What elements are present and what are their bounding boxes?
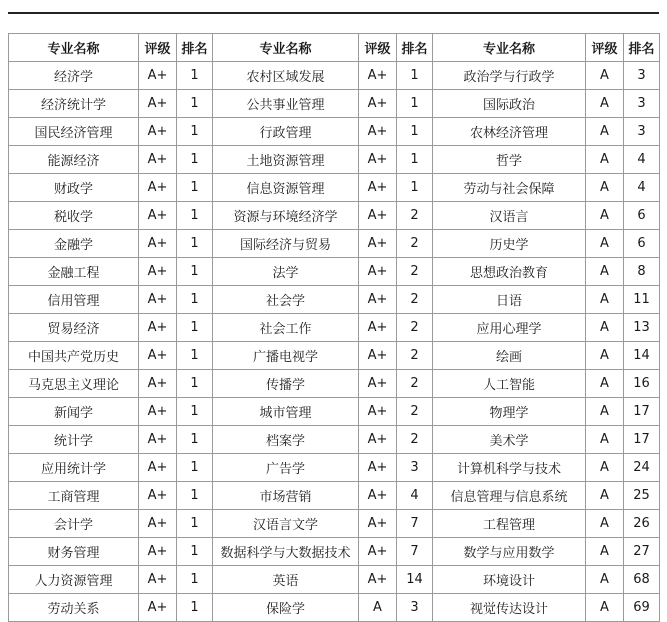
major-name-cell: 新闻学 (9, 398, 139, 426)
table-row (9, 258, 660, 286)
major-name-cell: 金融工程 (9, 258, 139, 286)
grade-cell: A (586, 258, 624, 286)
table-row (9, 370, 660, 398)
rank-cell: 16 (624, 370, 660, 398)
rank-cell: 26 (624, 510, 660, 538)
major-name-cell: 档案学 (213, 426, 359, 454)
grade-cell: A (586, 510, 624, 538)
rank-cell: 1 (177, 286, 213, 314)
major-name-cell: 统计学 (9, 426, 139, 454)
rank-cell: 4 (624, 174, 660, 202)
grade-cell: A (359, 594, 397, 622)
major-name-cell: 财政学 (9, 174, 139, 202)
major-name-cell: 物理学 (433, 398, 586, 426)
grade-cell: A+ (139, 146, 177, 174)
rank-cell: 1 (397, 146, 433, 174)
grade-cell: A+ (139, 90, 177, 118)
major-name-cell: 保险学 (213, 594, 359, 622)
grade-cell: A+ (359, 202, 397, 230)
rank-cell: 1 (177, 538, 213, 566)
major-name-cell: 税收学 (9, 202, 139, 230)
major-name-cell: 环境设计 (433, 566, 586, 594)
grade-cell: A (586, 286, 624, 314)
major-name-cell: 公共事业管理 (213, 90, 359, 118)
rank-cell: 3 (624, 90, 660, 118)
rank-cell: 1 (177, 202, 213, 230)
grade-cell: A+ (359, 426, 397, 454)
major-name-cell: 金融学 (9, 230, 139, 258)
major-name-cell: 会计学 (9, 510, 139, 538)
table-row (9, 398, 660, 426)
major-name-cell: 数学与应用数学 (433, 538, 586, 566)
table-row (9, 342, 660, 370)
rank-cell: 13 (624, 314, 660, 342)
major-name-cell: 计算机科学与技术 (433, 454, 586, 482)
major-name-cell: 经济统计学 (9, 90, 139, 118)
grade-cell: A+ (139, 314, 177, 342)
col-header-rank: 排名 (624, 34, 660, 62)
major-name-cell: 美术学 (433, 426, 586, 454)
grade-cell: A+ (139, 454, 177, 482)
col-header-grade: 评级 (139, 34, 177, 62)
major-name-cell: 市场营销 (213, 482, 359, 510)
rank-cell: 1 (177, 426, 213, 454)
major-name-cell: 广播电视学 (213, 342, 359, 370)
major-name-cell: 贸易经济 (9, 314, 139, 342)
rank-cell: 68 (624, 566, 660, 594)
grade-cell: A (586, 566, 624, 594)
grade-cell: A+ (359, 342, 397, 370)
rank-cell: 2 (397, 230, 433, 258)
grade-cell: A+ (359, 370, 397, 398)
major-name-cell: 国际政治 (433, 90, 586, 118)
col-header-name: 专业名称 (9, 34, 139, 62)
grade-cell: A+ (139, 370, 177, 398)
rank-cell: 1 (397, 90, 433, 118)
major-name-cell: 思想政治教育 (433, 258, 586, 286)
major-name-cell: 数据科学与大数据技术 (213, 538, 359, 566)
major-name-cell: 传播学 (213, 370, 359, 398)
major-name-cell: 人工智能 (433, 370, 586, 398)
rank-cell: 1 (177, 258, 213, 286)
col-header-rank: 排名 (177, 34, 213, 62)
table-row (9, 510, 660, 538)
table-row (9, 482, 660, 510)
major-name-cell: 劳动与社会保障 (433, 174, 586, 202)
grade-cell: A+ (359, 538, 397, 566)
major-name-cell: 英语 (213, 566, 359, 594)
rank-cell: 1 (177, 230, 213, 258)
rank-cell: 1 (177, 174, 213, 202)
grade-cell: A+ (359, 314, 397, 342)
grade-cell: A (586, 314, 624, 342)
grade-cell: A (586, 202, 624, 230)
major-name-cell: 农林经济管理 (433, 118, 586, 146)
rank-cell: 3 (397, 594, 433, 622)
col-header-rank: 排名 (397, 34, 433, 62)
grade-cell: A+ (359, 90, 397, 118)
major-name-cell: 信息资源管理 (213, 174, 359, 202)
grade-cell: A+ (139, 62, 177, 90)
rank-cell: 1 (177, 594, 213, 622)
grade-cell: A+ (139, 566, 177, 594)
rank-cell: 1 (177, 566, 213, 594)
rank-cell: 2 (397, 398, 433, 426)
rank-cell: 11 (624, 286, 660, 314)
rank-cell: 1 (177, 482, 213, 510)
table-row (9, 594, 660, 622)
grade-cell: A (586, 118, 624, 146)
grade-cell: A+ (359, 482, 397, 510)
grade-cell: A+ (359, 230, 397, 258)
grade-cell: A (586, 62, 624, 90)
major-name-cell: 经济学 (9, 62, 139, 90)
grade-cell: A (586, 454, 624, 482)
major-name-cell: 工程管理 (433, 510, 586, 538)
table-row (9, 286, 660, 314)
rank-cell: 8 (624, 258, 660, 286)
grade-cell: A+ (359, 146, 397, 174)
rank-cell: 2 (397, 202, 433, 230)
rank-cell: 6 (624, 202, 660, 230)
grade-cell: A+ (139, 342, 177, 370)
rank-cell: 14 (624, 342, 660, 370)
grade-cell: A (586, 482, 624, 510)
header-row (9, 34, 660, 62)
rank-cell: 1 (177, 398, 213, 426)
major-name-cell: 哲学 (433, 146, 586, 174)
table-row (9, 566, 660, 594)
rank-cell: 2 (397, 426, 433, 454)
grade-cell: A+ (359, 286, 397, 314)
table-row (9, 118, 660, 146)
table-row (9, 454, 660, 482)
rank-cell: 3 (624, 62, 660, 90)
grade-cell: A+ (359, 258, 397, 286)
grade-cell: A+ (139, 230, 177, 258)
table-row (9, 538, 660, 566)
major-name-cell: 能源经济 (9, 146, 139, 174)
grade-cell: A (586, 370, 624, 398)
major-name-cell: 中国共产党历史 (9, 342, 139, 370)
rank-cell: 27 (624, 538, 660, 566)
table-row (9, 62, 660, 90)
grade-cell: A+ (139, 482, 177, 510)
grade-cell: A+ (139, 398, 177, 426)
major-name-cell: 绘画 (433, 342, 586, 370)
table-row (9, 202, 660, 230)
major-name-cell: 汉语言文学 (213, 510, 359, 538)
major-name-cell: 劳动关系 (9, 594, 139, 622)
grade-cell: A+ (359, 118, 397, 146)
col-header-grade: 评级 (586, 34, 624, 62)
major-ranking-table (8, 33, 660, 622)
major-name-cell: 财务管理 (9, 538, 139, 566)
grade-cell: A+ (139, 286, 177, 314)
major-name-cell: 国民经济管理 (9, 118, 139, 146)
grade-cell: A+ (139, 538, 177, 566)
rank-cell: 2 (397, 258, 433, 286)
col-header-name: 专业名称 (213, 34, 359, 62)
grade-cell: A+ (139, 118, 177, 146)
table-body (9, 62, 660, 622)
rank-cell: 2 (397, 342, 433, 370)
table-row (9, 230, 660, 258)
major-name-cell: 法学 (213, 258, 359, 286)
rank-cell: 1 (397, 62, 433, 90)
major-name-cell: 城市管理 (213, 398, 359, 426)
rank-cell: 7 (397, 538, 433, 566)
grade-cell: A+ (359, 62, 397, 90)
grade-cell: A+ (139, 594, 177, 622)
table-row (9, 146, 660, 174)
major-name-cell: 行政管理 (213, 118, 359, 146)
grade-cell: A+ (359, 174, 397, 202)
rank-cell: 4 (624, 146, 660, 174)
rank-cell: 2 (397, 286, 433, 314)
rank-cell: 4 (397, 482, 433, 510)
rank-cell: 25 (624, 482, 660, 510)
rank-cell: 3 (397, 454, 433, 482)
grade-cell: A (586, 174, 624, 202)
rank-cell: 1 (177, 314, 213, 342)
grade-cell: A (586, 230, 624, 258)
table-row (9, 314, 660, 342)
rank-cell: 14 (397, 566, 433, 594)
major-name-cell: 政治学与行政学 (433, 62, 586, 90)
major-name-cell: 工商管理 (9, 482, 139, 510)
rank-cell: 17 (624, 426, 660, 454)
rank-cell: 1 (397, 174, 433, 202)
major-name-cell: 信息管理与信息系统 (433, 482, 586, 510)
major-name-cell: 国际经济与贸易 (213, 230, 359, 258)
rank-cell: 1 (177, 90, 213, 118)
rank-cell: 1 (177, 510, 213, 538)
top-rule (8, 12, 659, 14)
grade-cell: A (586, 398, 624, 426)
rank-cell: 1 (397, 118, 433, 146)
major-name-cell: 农村区域发展 (213, 62, 359, 90)
grade-cell: A+ (139, 426, 177, 454)
major-name-cell: 历史学 (433, 230, 586, 258)
rank-cell: 6 (624, 230, 660, 258)
grade-cell: A (586, 594, 624, 622)
table-row (9, 174, 660, 202)
grade-cell: A (586, 538, 624, 566)
grade-cell: A+ (139, 174, 177, 202)
major-name-cell: 土地资源管理 (213, 146, 359, 174)
col-header-grade: 评级 (359, 34, 397, 62)
major-name-cell: 日语 (433, 286, 586, 314)
rank-cell: 3 (624, 118, 660, 146)
rank-cell: 1 (177, 146, 213, 174)
major-name-cell: 广告学 (213, 454, 359, 482)
grade-cell: A+ (359, 566, 397, 594)
major-name-cell: 汉语言 (433, 202, 586, 230)
grade-cell: A (586, 90, 624, 118)
rank-cell: 7 (397, 510, 433, 538)
rank-cell: 24 (624, 454, 660, 482)
major-name-cell: 应用统计学 (9, 454, 139, 482)
grade-cell: A+ (139, 202, 177, 230)
rank-cell: 1 (177, 370, 213, 398)
major-name-cell: 应用心理学 (433, 314, 586, 342)
major-name-cell: 社会工作 (213, 314, 359, 342)
major-name-cell: 信用管理 (9, 286, 139, 314)
table-row (9, 426, 660, 454)
major-name-cell: 社会学 (213, 286, 359, 314)
table-row (9, 90, 660, 118)
grade-cell: A+ (359, 398, 397, 426)
rank-cell: 1 (177, 118, 213, 146)
major-name-cell: 视觉传达设计 (433, 594, 586, 622)
rank-cell: 17 (624, 398, 660, 426)
rank-cell: 2 (397, 370, 433, 398)
rank-cell: 69 (624, 594, 660, 622)
rank-cell: 1 (177, 62, 213, 90)
rank-cell: 1 (177, 342, 213, 370)
grade-cell: A+ (359, 510, 397, 538)
grade-cell: A (586, 146, 624, 174)
grade-cell: A+ (139, 258, 177, 286)
grade-cell: A+ (359, 454, 397, 482)
col-header-name: 专业名称 (433, 34, 586, 62)
major-name-cell: 人力资源管理 (9, 566, 139, 594)
rank-cell: 1 (177, 454, 213, 482)
grade-cell: A+ (139, 510, 177, 538)
major-name-cell: 资源与环境经济学 (213, 202, 359, 230)
rank-cell: 2 (397, 314, 433, 342)
grade-cell: A (586, 342, 624, 370)
major-name-cell: 马克思主义理论 (9, 370, 139, 398)
grade-cell: A (586, 426, 624, 454)
